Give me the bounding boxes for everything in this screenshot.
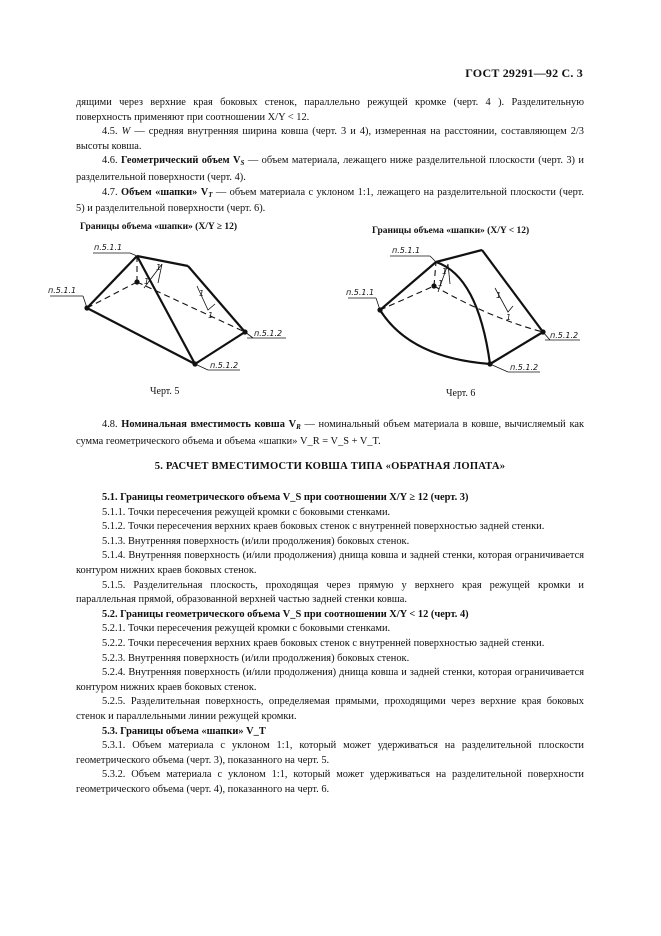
fig5-edge: [188, 266, 245, 332]
fig5-label: п.5.1.2: [254, 329, 283, 338]
page-header: ГОСТ 29291—92 С. 3: [465, 66, 583, 80]
fig5-label: п.5.1.1: [94, 243, 123, 252]
fig5-slope-label: 1: [199, 289, 205, 298]
fig6-edge: [436, 250, 482, 262]
section-heading: 5. РАСЧЕТ ВМЕСТИМОСТИ КОВША ТИПА «ОБРАТНАЯ ЛОПАТА»: [154, 461, 506, 472]
fig6-dashed: [380, 286, 434, 310]
section-body: [76, 491, 584, 797]
fig5-slope-label: 1: [144, 277, 150, 286]
fig6-label: п.5.1.2: [510, 363, 539, 372]
fig5-dashed: [87, 282, 137, 308]
fig5-diagram: [40, 236, 320, 376]
fig6-edge: [490, 332, 543, 364]
subsection-title: 5.2. Границы геометрического объема V_S при соотношении X/Y < 12 (черт. 4): [102, 608, 469, 620]
fig6-edge: [380, 310, 490, 364]
list-item: 5.2.3. Внутренняя поверхность (и/или продолжения) боковых стенок.: [102, 652, 410, 664]
fig6-title: Черт. 6: [446, 388, 476, 399]
text-4-8: [76, 418, 584, 449]
list-item: 5.1.5. Разделительная плоскость, проходящая через прямую у верхнего края режущей кромки и параллельная прямой, образованной верхней частью задней стенки ковша.: [76, 579, 584, 606]
fig6-caption: Границы объема «шапки» (X/Y < 12): [372, 226, 530, 236]
fig5-slope-label: 1: [208, 311, 214, 320]
fig6-slope-label: 1: [438, 279, 444, 288]
list-item: 5.1.1. Точки пересечения режущей кромки с боковыми стенками.: [102, 506, 391, 518]
fig6-slope-label: 1: [496, 291, 502, 300]
fig6-label: п.5.1.1: [392, 246, 421, 255]
para-continued: дящими через верхние края боковых стенок, параллельно режущей кромке (черт. 4 ). Разделительную поверхность применяют при соотношении X/Y < 12.: [76, 97, 584, 123]
fig5-edge: [137, 256, 188, 266]
fig5-edge: [87, 256, 137, 308]
para-4-7: 4.7. Объем «шапки» $V_T$ — объем материала с уклоном 1:1, лежащего на разделительной плоскости (черт. 5) и разделительной поверхности (черт. 6).: [76, 186, 584, 215]
list-item: 5.3.1. Объем материала с уклоном 1:1, который может удерживаться на разделительной плоскости геометрического объема (черт. 3), показанного на черт. 5.: [76, 740, 584, 766]
text-top: [76, 96, 584, 217]
fig6-diagram: [330, 236, 610, 376]
list-item: 5.1.2. Точки пересечения верхних краев боковых стенок с внутренней поверхностью задней стенки.: [102, 521, 545, 533]
fig6-dashed: [434, 262, 436, 286]
list-item: 5.3.2. Объем материала с уклоном 1:1, который может удерживаться на разделительной поверхности геометрического объема (черт. 4), показанного на черт. 6.: [76, 769, 584, 795]
subsection-title: 5.1. Границы геометрического объема V_S при соотношении X/Y ≥ 12 (черт. 3): [102, 492, 469, 503]
list-item: 5.2.2. Точки пересечения верхних краев боковых стенок с внутренней поверхностью задней стенки.: [102, 637, 545, 649]
fig6-label: п.5.1.2: [550, 331, 579, 340]
fig5-label: п.5.1.1: [48, 286, 77, 295]
list-item: 5.2.1. Точки пересечения режущей кромки с боковыми стенками.: [102, 623, 391, 635]
para-4-5: 4.5. W — средняя внутренняя ширина ковша (черт. 3 и 4), измеренная на расстоянии, составляющем 2/3 высоты ковша.: [76, 126, 584, 152]
list-item: 5.1.4. Внутренняя поверхность (и/или продолжения) днища ковша и задней стенки, которая ограничивается контуром нижних краев боковых стенок.: [76, 550, 584, 576]
fig6-edge: [380, 262, 436, 310]
fig6-label: п.5.1.1: [346, 288, 375, 297]
fig5-slope-label: 1: [156, 263, 162, 272]
fig6-edge: [482, 250, 543, 332]
fig5-caption: Границы объема «шапки» (X/Y ≥ 12): [80, 222, 237, 232]
para-4-8: 4.8. Номинальная вместимость ковша $V_R$ — номинальный объем материала в ковше, вычисляемый как сумма геометрического объема и объема «шапки» V_R = V_S + V_T.: [76, 419, 584, 447]
fig5-dashed: [137, 282, 245, 332]
para-4-6: 4.6. Геометрический объем $V_S$ — объем материала, лежащего ниже разделительной плоскости (черт. 3) и разделительной поверхности (черт. 4).: [76, 155, 584, 183]
subsection-title: 5.3. Границы объема «шапки» V_T: [102, 725, 266, 737]
list-item: 5.1.3. Внутренняя поверхность (и/или продолжения) боковых стенок.: [102, 535, 410, 547]
fig5-edge: [195, 332, 245, 364]
fig5-title: Черт. 5: [150, 386, 180, 397]
list-item: 5.2.5. Разделительная поверхность, определяемая прямыми, проходящими через верхние края боковых стенок и параллельными линии режущей кромки.: [76, 696, 584, 722]
list-item: 5.2.4. Внутренняя поверхность (и/или продолжения) днища ковша и задней стенки, которая ограничивается контуром нижних краев боковых стенок.: [76, 667, 584, 693]
fig6-slope-label: 1: [506, 313, 512, 322]
fig6-slope-label: 1: [442, 267, 448, 276]
fig6-edge: [436, 262, 490, 364]
fig5-label: п.5.1.2: [210, 361, 239, 370]
